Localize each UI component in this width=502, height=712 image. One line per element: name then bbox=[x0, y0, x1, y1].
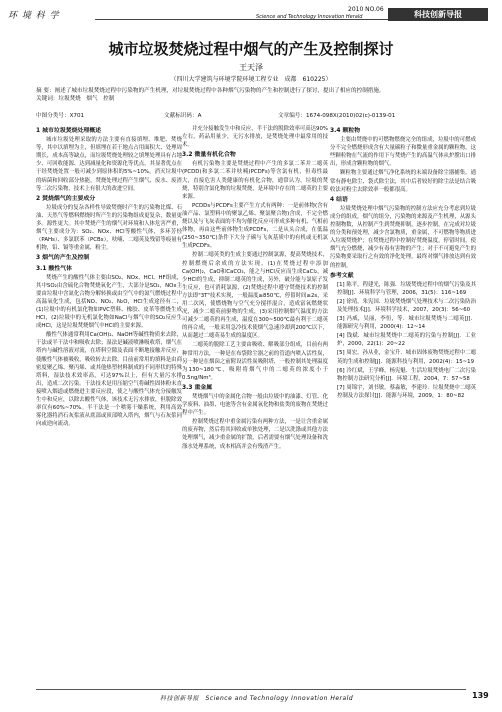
body-paragraph: 焚烧产生的酸性气体主要由SO₂、NOx、HCl、HF组成，其中SO₂由含硫化合物焚烧氧化产生，大部分是SO₂，NOx主要由垃圾中含氮化合物分解转换或由空气中的氮气燃烧过程中高温氧化生成，包括NO、NO₂、N₂O，HCl生成途径有二，(1)垃圾中的有机氯化物如PVC塑料、橡胶、皮革等燃烧生成HCl，(2)垃圾中的无机氯化物如NaCl与烟气中的SO₂反应生成HCl，这是垃圾焚烧烟气中HCl的主要来源。 bbox=[36, 274, 182, 330]
article-affiliation: （四川大学建筑与环境学院环境工程专业 成都 610225） bbox=[170, 76, 332, 83]
section-heading: 3.1 酸性气体 bbox=[36, 265, 73, 272]
body-paragraph: 并充分接触发生中和反应，半干法的脱除效率可高达90%左右，药品用量少，无污水排放，是焚烧处理中最常用的技术。 bbox=[182, 126, 328, 149]
reference-item: [3] 冯威，吴丽，李恒，等．城市垃圾焚烧与二噁英[J]．能源研究与利用，2000(4)：12~14 bbox=[337, 316, 476, 331]
section-heading: 4 结语 bbox=[330, 196, 348, 203]
journal-badge: 科技创新导报 bbox=[388, 8, 488, 21]
reference-item: [2] 徐靖，朱宪国．垃圾焚烧烟气处理技术与二次污染防治及处理技术[J]．环境科学技术，2007，20(3)：56~60 bbox=[337, 298, 476, 313]
footer-journal: 科技创新导报 Science and Technology Innovation Herald bbox=[160, 695, 354, 702]
body-paragraph: 二噁英的脱除工艺主要由吸收、解吸部分组成，目前有两种常用方法，一种是在布袋除尘器之前的管道内喷入活性炭，另一种是在烟囱之前附设活性炭吸附塔，一般控制其处理温度为130~180℃，吸附将烟气中的二噁英的浓度小于0.5ng/Nm³。 bbox=[182, 342, 328, 381]
reference-item: [4] 钱斌．城市垃圾焚烧中二噁英的污染与控制[J]．工业炉，2000，22(1)：20~22 bbox=[337, 333, 476, 348]
body-column-2 bbox=[182, 125, 328, 452]
body-paragraph: 垃圾焚烧处理中烟气污染物的控制方法应充分考虑到垃圾成分的组成，烟气的组分，污染物的来源及产生机理，从源头控制物数，从控制产生到焚烧抑制，逐步控制，在完成对垃圾的分类和预处理，减少含氯物质，重金属，不可燃物等物质进入垃圾焚烧炉；在焚烧过程中控制好焚烧温度，停留时间，使烟气充分燃烧，减少有毒有害物的产生；对于不可避免产生的污染物要采取行之有效的净化处理，最终对烟气排放达到有效的控制。 bbox=[330, 205, 476, 269]
reference-item: [7] 周锦宇，刘书敏，蔡淼敏，李建玲．垃圾焚烧中二噁英控制及方法探讨[J]．能源与环境，2009，1：80~82 bbox=[337, 384, 476, 399]
section-heading: 3 烟气的产生及控制 bbox=[36, 255, 90, 262]
body-column-3 bbox=[330, 125, 476, 401]
article-title: 城市垃圾焚烧过程中烟气的产生及控制探讨 bbox=[108, 40, 394, 58]
section-heading: 3.3 重金属 bbox=[182, 384, 213, 391]
body-paragraph: 控制二噁英类的生成主要通过控制氯源，提高焚烧技术，控制燃烧后余成的方法实现，(1)在焚烧过程中添加Ca(OH)₂，CaO和CaCO₃，能之与HCl反应而生成CaCl₂，减少HCl的生成，抑制二噁英的生成，另外，破分能与氯原子发生反应，也可消耗氯源，(2)焚烧过程中遵守焚烧技术的控制方法即"3T"技术实现，一般温度≥850℃，停留时间≥2s，采用二次风，使燃烧物与空气充分搅拌混合，造成富氧燃烧状况，减少二噁英前驱物的生成，(3)采用控制烟气温度的方法可减少二噁英的再生成，温度在300~500℃最有利于二噁英的再合成，一般采用急冷技术使烟气急速冷却到200℃以下，从而越过二噁英易生成的温度区。 bbox=[182, 252, 328, 340]
abstract-block bbox=[36, 87, 476, 103]
body-column-1 bbox=[36, 125, 182, 429]
article-author: 王天泽 bbox=[239, 63, 263, 72]
body-paragraph: PCDDs与PCDFs主要产生方式有两种：一是前体物(含有油产品、氯塑料中的聚氯乙烯、聚氯聚合物)含成，不完全燃烧以及与飞灰表面的不均匀催化反应可形成多种有机、气相前体物，再由这些前体物生成PCDFs，二是从头合成，在低温(250~350℃)条件下大分子碳与飞灰基质中的有机或无机氯生成PCDFs。 bbox=[182, 202, 328, 250]
page-number: 139 bbox=[472, 691, 489, 700]
article-meta bbox=[36, 111, 476, 119]
section-label: 环 境 科 学 bbox=[8, 11, 60, 21]
body-paragraph: 焚烧烟气中的金属化合物一般由垃圾中的油漆、灯管、化学废料、油墨、电池等含有金属氧化物和盐类的废物在焚烧过程中产生。 bbox=[182, 394, 328, 417]
footer-rule bbox=[36, 689, 466, 690]
section-heading: 1 城市垃圾焚烧处理概述 bbox=[36, 128, 102, 134]
abstract: 摘 要：阐述了城市垃圾焚烧过程中污染物的产生机理，对垃圾焚烧过程中各种烟气污染物的产生和控制进行了探讨，提出了相应的控制措施。 bbox=[36, 88, 385, 94]
body-paragraph: 主要由焚烧中的可燃物燃烧完全的组成，垃圾中的可燃成分不完全燃烧形成含有大量碳粒子和微量重金属的颗粒物，这些颗粒物在气流的作用下与焚烧产生的高温气体从炉膛出口排出，形成含颗粒物的烟气。 bbox=[330, 137, 476, 168]
keywords: 关键词：垃圾焚烧 烟气 控制 bbox=[36, 96, 115, 102]
section-heading: 参考文献 bbox=[330, 272, 354, 279]
reference-item: [6] 冷红斌，王学峰，杨宪魁．生活垃圾焚烧电厂二次污染物控制方法研究分析[J]．环境工程，2004，7：57~58 bbox=[337, 367, 476, 382]
page-header bbox=[0, 0, 502, 34]
article-number: 文章编号：1674-098X(2010)02(c)-0139-01 bbox=[278, 113, 396, 119]
reference-item: [1] 陈平，程建光，陈强．垃圾焚烧过程中的烟气污染及其控制[J]．环境科学与管理，2006，31(5)：116~169 bbox=[337, 281, 476, 296]
body-paragraph: 城市垃圾处理采取的方法主要有直接填埋、堆肥、焚烧等，其中以填埋为主，但填埋在若干地点占用面积大、处理周期长，成本高等缺点，而垃圾焚烧处理较之填埋处理具有占地少、可回收能源、达到减量化和资源化等优点，其显著优点在于经焚烧处置一般可减少到原体积的5%~10%，消灭垃圾中的病菌和回收部分热能，焚烧处理过程产生烟气、废水、废渣等二次污染物，技术上有很大的改进空间。 bbox=[36, 137, 182, 192]
body-paragraph: 颗粒物主要通过烟气净化系统的末端设备除尘器捕集，通常有静电除尘、袋式除尘法，其中后者较好的除尘法是结合吸收法对粉尘去除效率一般都很高。 bbox=[330, 170, 476, 193]
section-heading: 3.4 颗粒物 bbox=[330, 128, 361, 134]
body-paragraph: 酸性气体通常利用Ca(OH)₂、NaOH等碱性物质来去除，干法或半干法中和吸收去除；湿法是碱液喷淋吸收塔，烟气在塔内与碱性溶液对流，在塔料空隙及表面不断地接触并反应，使酸性气体被吸收，吸收转去去除。目前前常用的填料是由商密度聚乙烯、聚丙烯、或其他热塑材料制成的不同形状的特殊塔料，湿法技术效率高，可达97%以上，但有大量污水排出，造成二次污染。干法技术是用压缩空气将碱性固体粉末直接喷入烟道或燃烧进主要反应段，使之与酸性气体充分接触发生中和反应，以除去酸性气体，该技术无污水排放，但脱除效率仅有60%~70%。半干法是一个喷雾干燥系统，利用高效雾化器将消石灰浆液从底部或顶部喷入塔内，烟气与石灰浆同向或逆向流动。 bbox=[36, 332, 182, 428]
body-paragraph: 有机污染物主要是焚烧过程中产生的多氯二苯并二噁英(PCDD)和多氯二苯并呋喃(PCDFs)等含氯有机，但毒性最大，直接危害人类健康的有机化合物，通常认为，垃圾的焚烧，特别含氯化物的垃圾焚烧，是环境中存在的二噁英的主要来源。 bbox=[182, 161, 328, 200]
body-paragraph: 控制焚烧过程中重金属污染有两种方法，一是让含重金属的废弃物，然后将其回收或单独处理，二是以洗涤或其他方法处理烟气，减少重金属的扩散，后者需要有烟气处理设备和洗涤水处理系统，成本相高并会有残渣产生。 bbox=[182, 419, 328, 450]
body-paragraph: 垃圾成分的复杂各样性导致焚烧时产生的污染物比煤、石油、天然气等燃料燃烧时所产生的污染物组成更复杂，数量更多。源性更大。其中焚烧产生的烟气对环境和人体危害严重，烟气主要成分为：SO₂、NOx、HCl等酸性气体，多环芳烃（PAHs）、多氯联苯（PCBs），呋喃、二噁英及残留等痕量有机物，铅、镉等重金属，粉尘。 bbox=[36, 204, 182, 252]
reference-item: [5] 周宏，孙从业，金宝升．城市固体废物焚烧过程中二噁英的生成和控制[J]．能源科技与利用，2002(4)：15~19 bbox=[337, 350, 476, 365]
document-code: 文献标识码：A bbox=[164, 113, 202, 119]
section-heading: 3.2 微量有机化合物 bbox=[182, 152, 236, 159]
issue-number: 2010 NO.06 bbox=[348, 6, 384, 13]
journal-english-name: Science and Technology Innovation Herald bbox=[256, 14, 363, 20]
page-footer bbox=[0, 689, 502, 703]
section-heading: 2 焚烧烟气的主要成分 bbox=[36, 195, 96, 202]
clc-number: 中图分类号：X701 bbox=[36, 113, 85, 119]
